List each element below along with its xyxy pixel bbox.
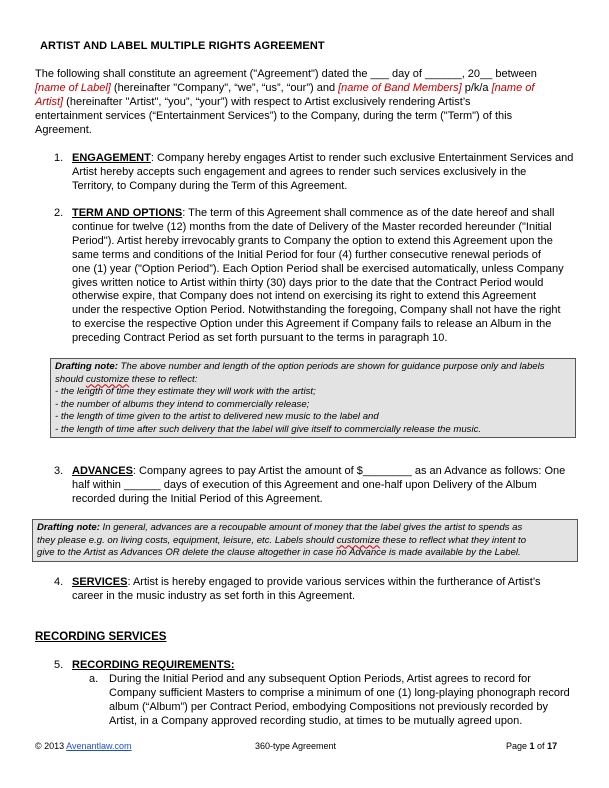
recording-requirements-clause-a: During the Initial Period and any subsequent Option Periods, Artist agrees to record for Company sufficient Masters to comprise a minimum of one (1) long-playing phonograph record album (“Album”) per Contract Period, embodying Compositions not previously recorded by Artist, in a Company approved recording studio, at times to be mutually agreed upon. [109, 673, 570, 727]
intro-paragraph [35, 68, 575, 138]
term-heading: TERM AND OPTIONS [72, 207, 183, 219]
services-clause: SERVICES: Artist is hereby engaged to provide various services within the furtherance of Artist’s career in the music industry as set forth in this Agreement. [72, 576, 541, 602]
band-members-placeholder[interactable]: [name of Band Members] [338, 81, 462, 94]
footer-page-number: Page 1 of 17 [506, 741, 558, 751]
recording-requirements-heading-wrap [72, 659, 592, 673]
spellcheck-word: customize [336, 534, 380, 546]
drafting-note-advances: Drafting note: In general, advances are a recoupable amount of money that the label gives the artist to spends as they please e.g. on living costs, equipment, leisure, etc. Labels should customize these to reflect what they intent to give to the Artist as Advances OR delete the clause altogether in case no Advance is made available by the Label. [32, 519, 578, 562]
drafting-note-label: Drafting note: [55, 361, 118, 372]
footer-doc-type: 360-type Agreement [255, 741, 337, 751]
drafting-note-label: Drafting note: [37, 522, 100, 533]
item-number-2: 2. [54, 207, 64, 219]
advances-clause: ADVANCES: Company agrees to pay Artist the amount of $________ as an Advance as follows: One half within ______ days of execution of this Agreement and one-half upon Delivery of the Album recorded during the Initial Period of this Agreement. [72, 465, 566, 505]
engagement-heading: ENGAGEMENT [72, 152, 151, 164]
item-number-5: 5. [54, 659, 64, 671]
intro-line-1: The following shall constitute an agreement ("Agreement") dated the ___ day of ______, 20__ between [35, 68, 537, 80]
drafting-note-options: Drafting note: The above number and length of the option periods are shown for guidance purpose only and labels should customize these to reflect: - the length of time they estimate they will work with the artist; - the number of albums they intend to commercially release; - the length of time given to the artist to delivered new music to the label and - the length of time after such delivery that the label will give itself to commercially release the music. [50, 358, 576, 438]
artist-name-placeholder-a[interactable]: [name of [491, 81, 535, 94]
engagement-clause: ENGAGEMENT: Company hereby engages Artist to render such exclusive Entertainment Services and Artist hereby accepts such engagement and agrees to render such services exclusively in the Territory, to Company during the Term of this Agreement. [72, 152, 574, 192]
intro-line-3: Artist] (hereinafter "Artist", “you”, “your”) with respect to Artist exclusively rendering Artist’s [35, 95, 471, 108]
item-number-4: 4. [54, 576, 64, 588]
footer-website-link[interactable]: Avenantlaw.com [66, 741, 132, 751]
intro-line-4: entertainment services (“Entertainment Services”) to the Company, during the term ("Term") of this [35, 109, 513, 122]
section-heading-recording-services: RECORDING SERVICES [35, 631, 167, 643]
item-number-1: 1. [54, 152, 64, 164]
item-number-3: 3. [54, 465, 64, 477]
intro-line-5: Agreement. [35, 123, 92, 136]
recording-requirements-heading: RECORDING REQUIREMENTS: [72, 659, 235, 671]
sub-item-letter-a: a. [89, 673, 99, 685]
term-clause: TERM AND OPTIONS: The term of this Agreement shall commence as of the date hereof and shall continue for twelve (12) months from the date of Delivery of the Master recorded hereunder ("Initial Period"). Artist hereby irrevocably grants to Company the option to extend this Agreement upon the same terms and conditions of the Initial Period for four (4) further consecutive renewal periods of one (1) year ("Option Period”). Each Option Period shall be exercised automatically, unless Company gives written notice to Artist within thirty (30) days prior to the date that the Contract Period would otherwise expire, that Company does not intend on exercising its right to extend this Agreement under the respective Option Period. Notwithstanding the foregoing, Company shall not have the right to exercise the respective Option under this Agreement if Company fails to release an Album in the preceding Contract Period as set forth pursuant to the terms in paragraph 10. [72, 207, 564, 345]
intro-line-2: [name of Label] (hereinafter "Company", “we”, “us”, “our”) and [name of Band Members] p/k/a [name of [35, 81, 535, 94]
artist-name-placeholder-b[interactable]: Artist] [35, 95, 64, 108]
services-heading: SERVICES [72, 576, 128, 588]
footer-copyright: © 2013 Avenantlaw.com [35, 741, 132, 751]
document-title: ARTIST AND LABEL MULTIPLE RIGHTS AGREEMENT [40, 40, 325, 52]
advances-heading: ADVANCES [72, 465, 133, 477]
spellcheck-word: customize [85, 373, 130, 385]
label-name-placeholder[interactable]: [name of Label] [35, 81, 111, 94]
